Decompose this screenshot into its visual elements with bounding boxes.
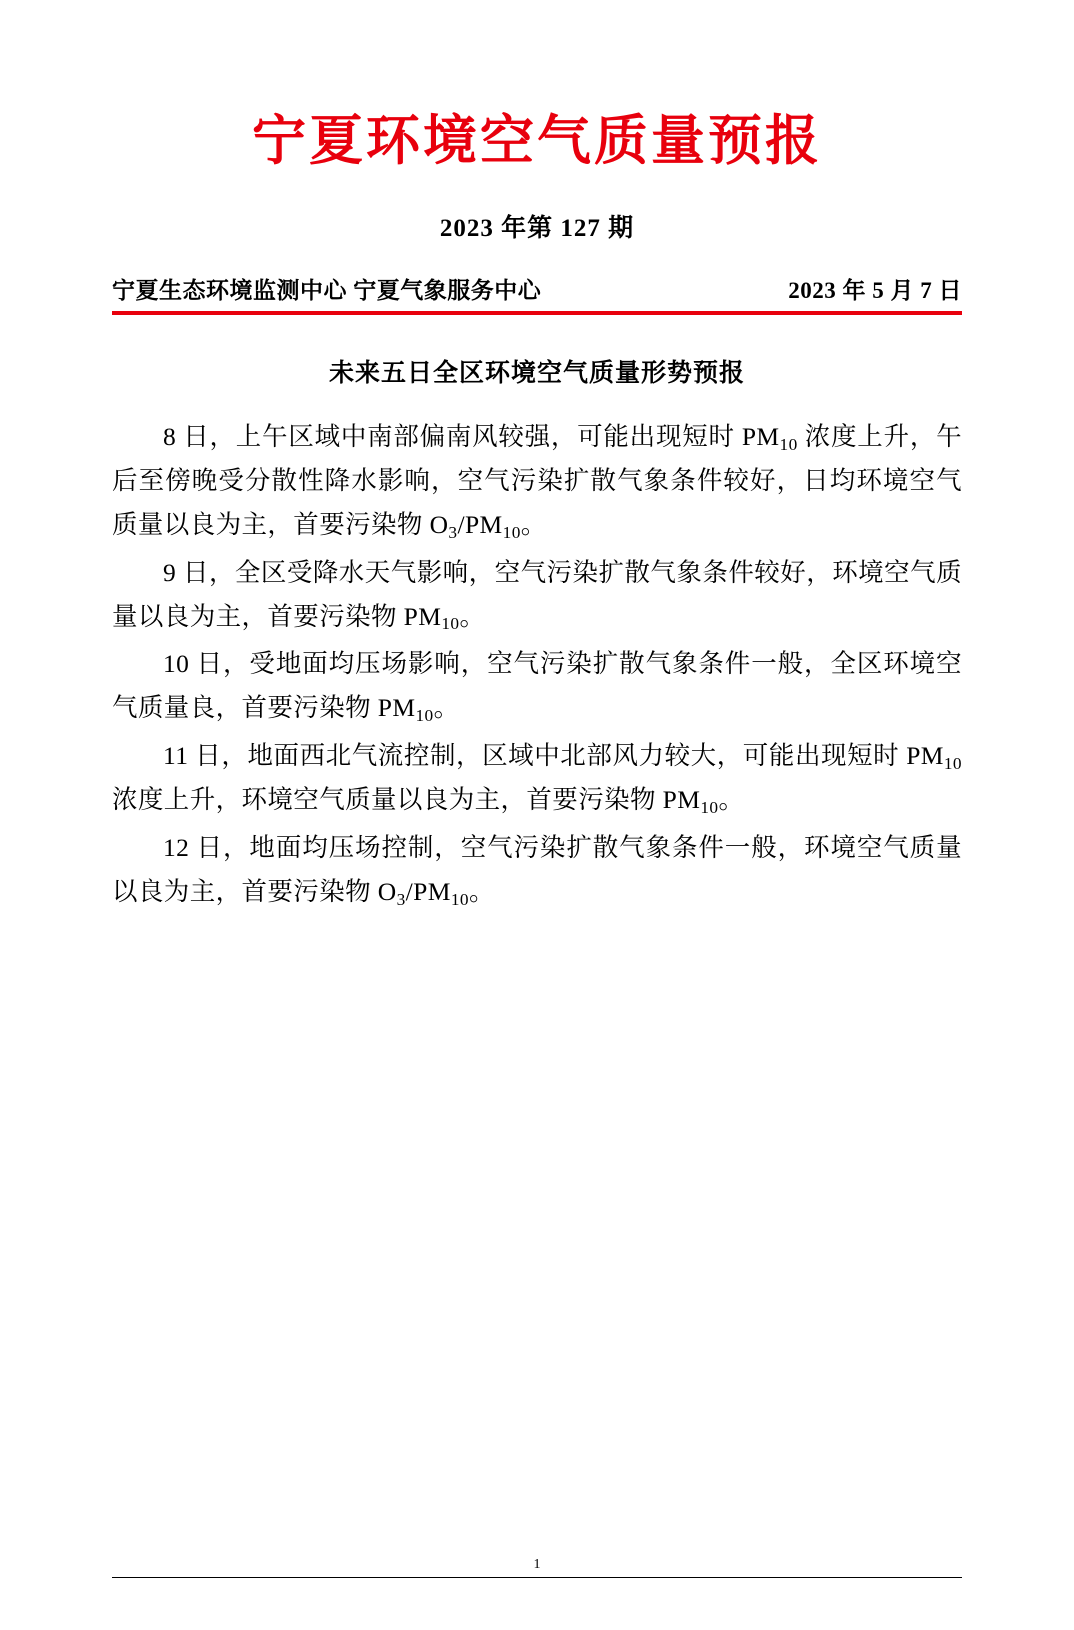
pollutant-subscript: 10 bbox=[502, 522, 521, 542]
page-number: 1 bbox=[533, 1557, 541, 1572]
issue-number: 2023 年第 127 期 bbox=[439, 215, 635, 243]
footer-divider bbox=[112, 1577, 962, 1578]
masthead-row bbox=[112, 272, 962, 305]
red-divider bbox=[112, 311, 962, 315]
page-footer bbox=[112, 1557, 962, 1578]
pollutant-subscript: 3 bbox=[448, 522, 458, 542]
pollutant-subscript: 3 bbox=[396, 889, 406, 909]
pollutant-subscript: 10 bbox=[441, 614, 460, 634]
issuing-organizations: 宁夏生态环境监测中心 宁夏气象服务中心 bbox=[112, 278, 542, 304]
pollutant-subscript: 10 bbox=[700, 797, 719, 817]
forecast-paragraph-day-11: 11 日，地面西北气流控制，区域中北部风力较大，可能出现短时 $PM_{10}$ 浓度上升，环境空气质量以良为主，首要污染物 $PM_{10}$。 bbox=[112, 741, 962, 817]
pollutant-subscript: 10 bbox=[779, 434, 798, 454]
publication-date: 2023 年 5 月 7 日 bbox=[788, 278, 962, 304]
forecast-paragraph-day-9: 9 日，全区受降水天气影响，空气污染扩散气象条件较好，环境空气质量以良为主，首要污染物 $PM_{10}$。 bbox=[112, 557, 962, 634]
forecast-paragraph-day-10: 10 日，受地面均压场影响，空气污染扩散气象条件一般，全区环境空气质量良，首要污染物 $PM_{10}$。 bbox=[112, 649, 962, 726]
page-title: 宁夏环境空气质量预报 bbox=[252, 111, 822, 171]
forecast-body bbox=[112, 415, 962, 913]
pollutant-subscript: 10 bbox=[943, 753, 962, 773]
forecast-paragraph-day-12: 12 日，地面均压场控制，空气污染扩散气象条件一般，环境空气质量以良为主，首要污染物 $O_3/PM_{10}$。 bbox=[112, 832, 962, 909]
section-heading: 未来五日全区环境空气质量形势预报 bbox=[328, 360, 745, 388]
pollutant-subscript: 10 bbox=[415, 706, 434, 726]
pollutant-subscript: 10 bbox=[450, 889, 469, 909]
forecast-paragraph-day-8: 8 日，上午区域中南部偏南风较强，可能出现短时 $PM_{10}$ 浓度上升，午后至傍晚受分散性降水影响，空气污染扩散气象条件较好，日均环境空气质量以良为主，首要污染物 $O_3/PM_{10}$。 bbox=[112, 422, 962, 542]
document-page bbox=[0, 110, 1074, 1630]
